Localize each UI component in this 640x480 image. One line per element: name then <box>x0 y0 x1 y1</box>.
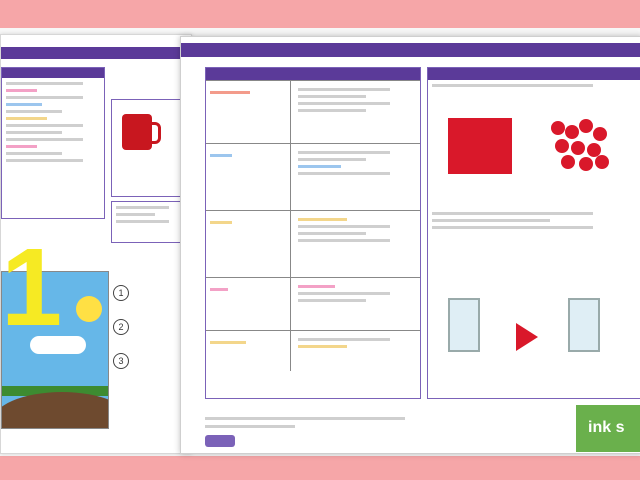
numbered-list <box>113 285 183 435</box>
sun-icon <box>76 296 102 322</box>
back-text-box <box>1 67 105 219</box>
table-row <box>206 143 420 210</box>
diagram-panel-header <box>428 68 640 80</box>
list-bullet: 2 <box>113 319 129 335</box>
back-worksheet <box>0 34 192 454</box>
hill-shape <box>1 392 109 429</box>
glass-icon <box>448 298 480 352</box>
list-bullet: 3 <box>113 353 129 369</box>
bottom-band <box>0 456 640 480</box>
kettle-icon <box>122 114 152 150</box>
table-row <box>206 210 420 277</box>
green-promo-tab[interactable] <box>576 405 640 452</box>
logo <box>205 435 235 447</box>
table-row <box>206 80 420 143</box>
vocabulary-table-header <box>206 68 420 80</box>
footer-text-line <box>205 417 405 420</box>
back-small-text-box <box>111 201 183 243</box>
top-band <box>0 0 640 28</box>
table-row <box>206 277 420 330</box>
arrow-right-icon <box>516 323 538 351</box>
glass-icon <box>568 298 600 352</box>
big-number: 1 <box>1 226 63 349</box>
kettle-image-box <box>111 99 183 197</box>
green-tab-label: ink s <box>588 419 625 436</box>
diagram-panel <box>427 67 640 399</box>
vocabulary-table <box>205 67 421 399</box>
front-worksheet <box>180 36 640 454</box>
table-row <box>206 330 420 371</box>
footer-text-line <box>205 425 295 428</box>
back-text-box-header <box>2 68 104 78</box>
particle-grid-image <box>448 118 512 174</box>
front-title-bar <box>181 43 640 57</box>
list-bullet: 1 <box>113 285 129 301</box>
particle-cluster-image <box>548 118 612 174</box>
